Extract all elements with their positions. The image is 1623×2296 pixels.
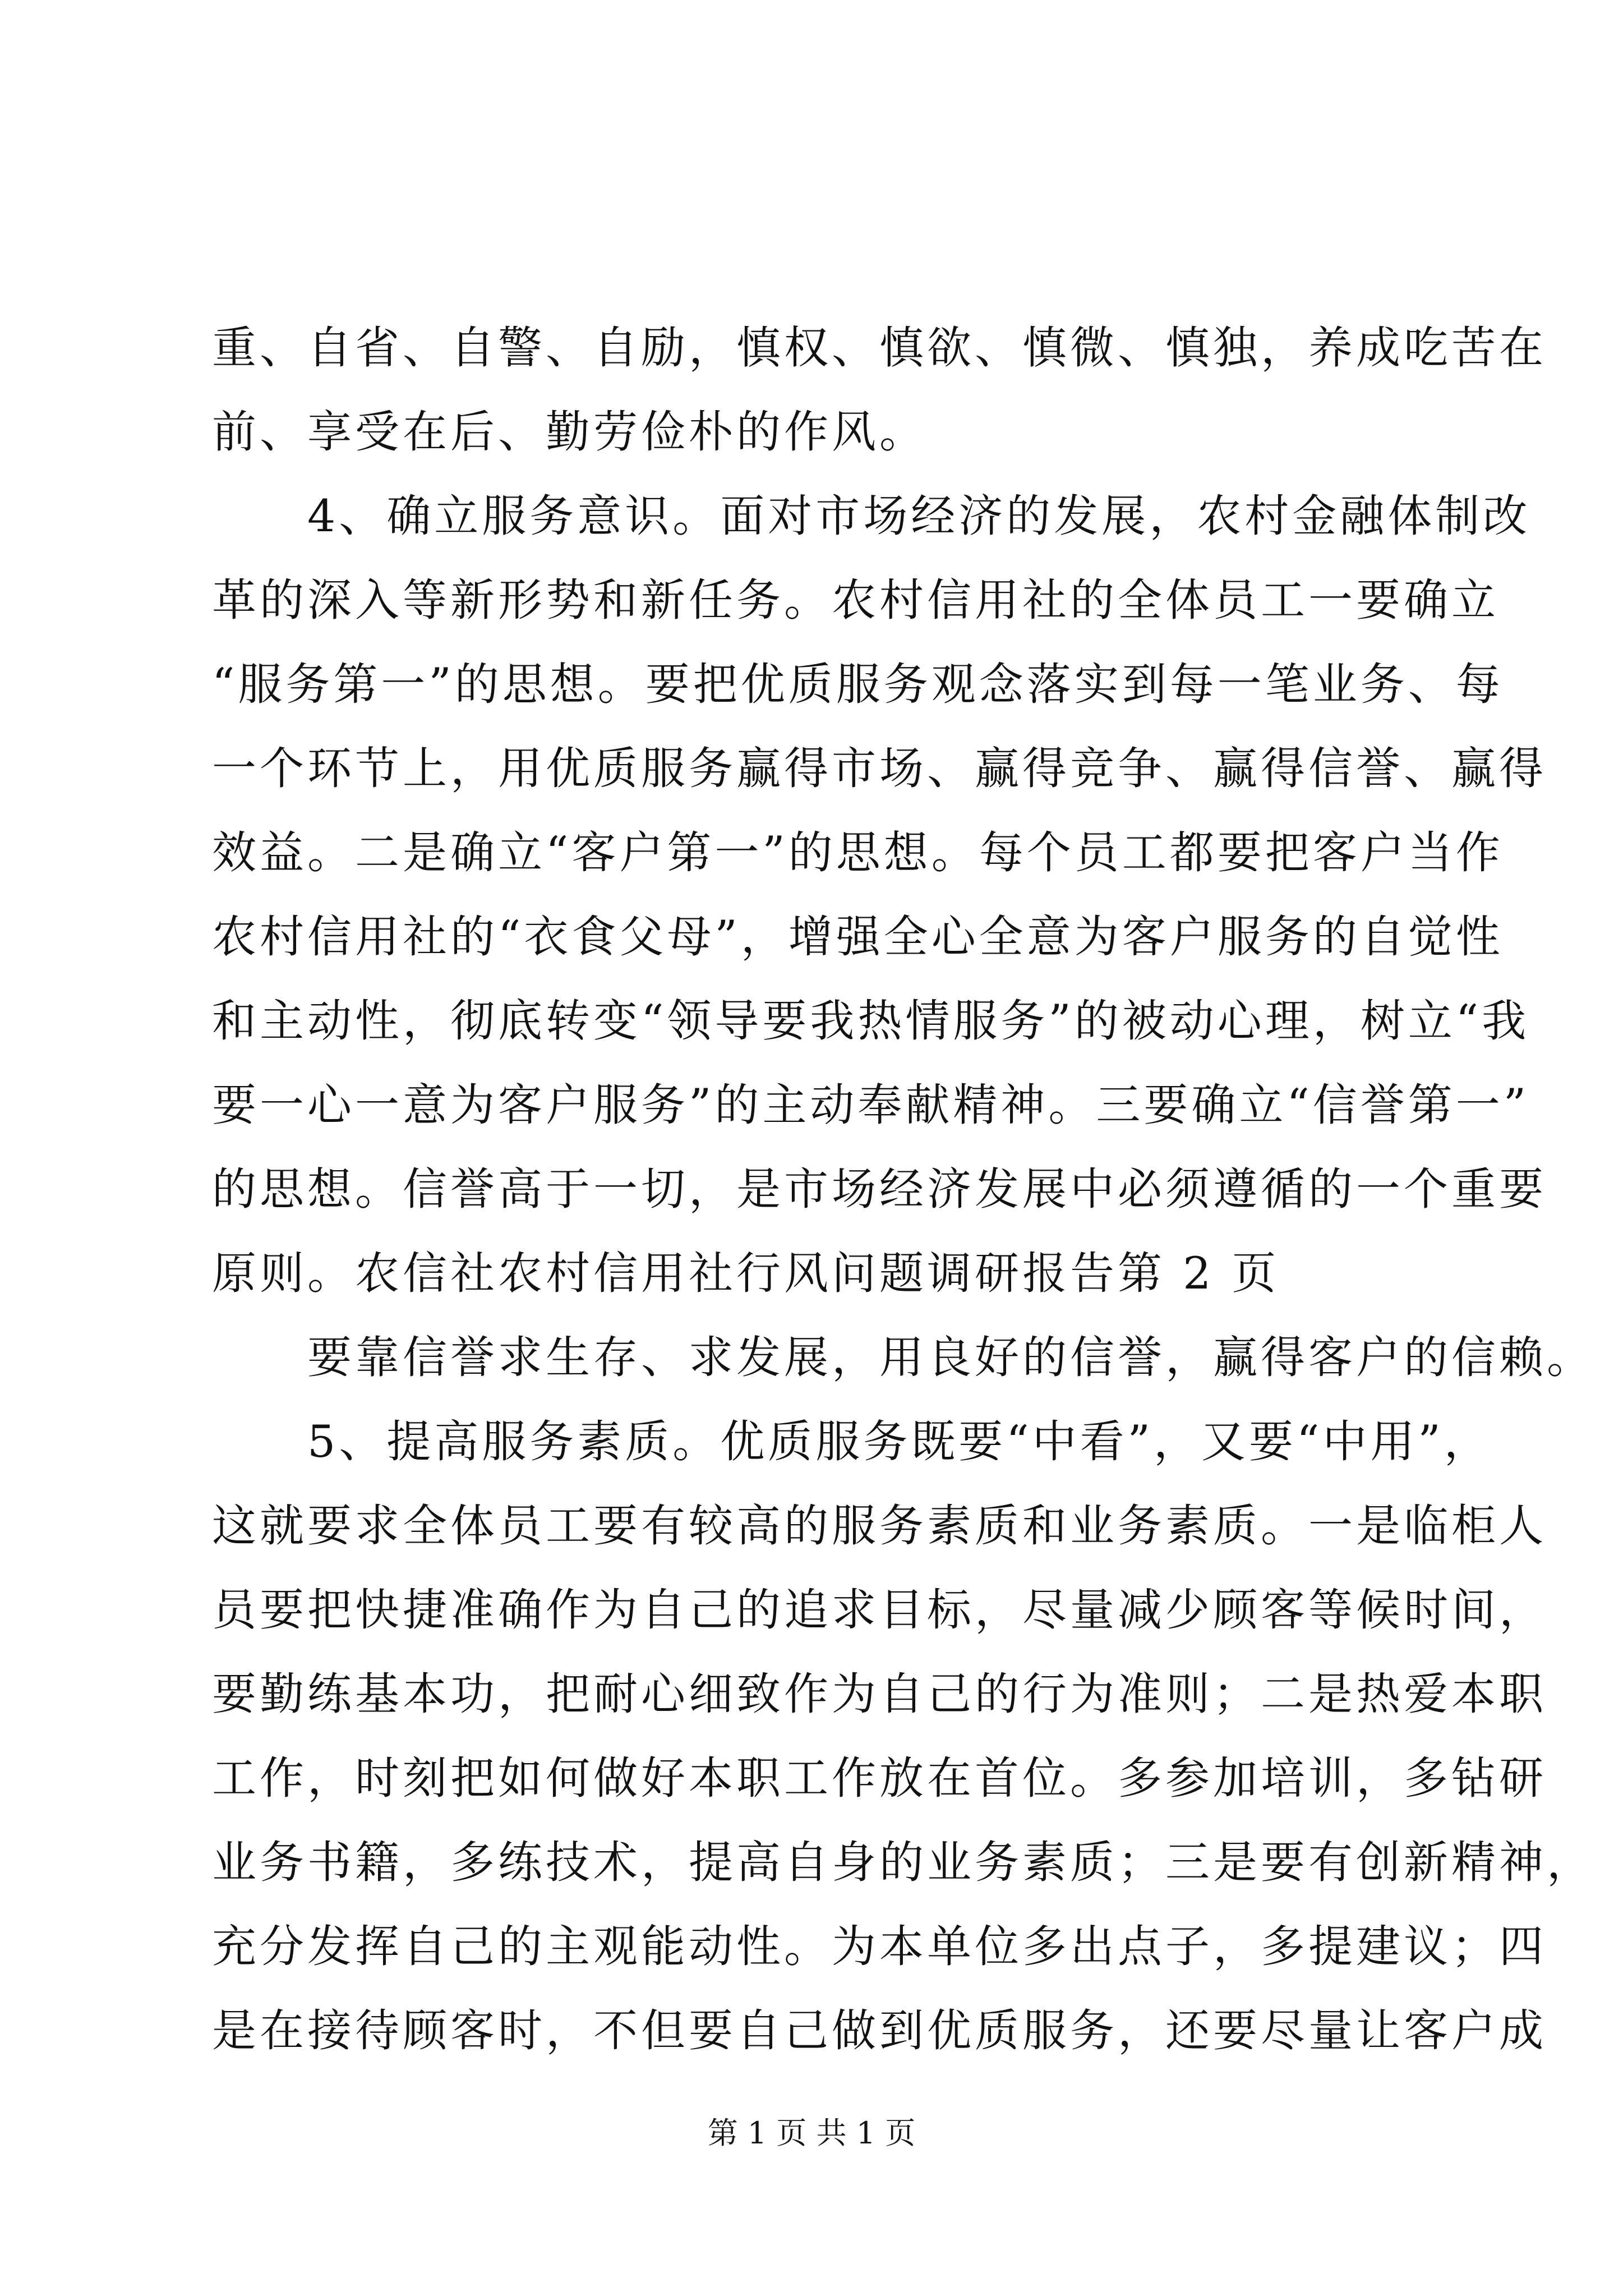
text-line: 重、自省、自警、自励，慎权、慎欲、慎微、慎独，养成吃苦在 <box>212 322 1547 374</box>
text-line: 员要把快捷准确作为自己的追求目标，尽量减少顾客等候时间， <box>212 1584 1547 1636</box>
text-line: 要一心一意为客户服务”的主动奉献精神。三要确立“信誉第一” <box>212 1079 1530 1131</box>
text-line: 前、享受在后、勤劳俭朴的作风。 <box>212 406 927 458</box>
text-line: 要靠信誉求生存、求发展，用良好的信誉，赢得客户的信赖。 <box>307 1332 1594 1383</box>
text-line: 充分发挥自己的主观能动性。为本单位多出点子，多提建议；四 <box>212 1921 1547 1972</box>
text-line: 原则。农信社农村信用社行风问题调研报告第 2 页 <box>212 1248 1280 1299</box>
text-line: 工作，时刻把如何做好本职工作放在首位。多参加培训，多钻研 <box>212 1752 1547 1804</box>
text-line: 这就要求全体员工要有较高的服务素质和业务素质。一是临柜人 <box>212 1500 1547 1552</box>
text-line: 要勤练基本功，把耐心细致作为自己的行为准则；二是热爱本职 <box>212 1668 1547 1720</box>
text-line: 4、确立服务意识。面对市场经济的发展，农村金融体制改 <box>307 490 1531 542</box>
text-line: “服务第一”的思想。要把优质服务观念落实到每一笔业务、每 <box>212 659 1504 710</box>
text-line: 革的深入等新形势和新任务。农村信用社的全体员工一要确立 <box>212 574 1499 626</box>
text-line: 是在接待顾客时，不但要自己做到优质服务，还要尽量让客户成 <box>212 2005 1547 2056</box>
text-line: 农村信用社的“衣食父母”，增强全心全意为客户服务的自觉性 <box>212 911 1504 963</box>
text-line: 业务书籍，多练技术，提高自身的业务素质；三是要有创新精神， <box>212 1837 1594 1888</box>
text-line: 5、提高服务素质。优质服务既要“中看”，又要“中用”， <box>307 1416 1492 1467</box>
text-line: 一个环节上，用优质服务赢得市场、赢得竞争、赢得信誉、赢得 <box>212 743 1547 794</box>
text-line: 效益。二是确立“客户第一”的思想。每个员工都要把客户当作 <box>212 827 1504 878</box>
text-line: 和主动性，彻底转变“领导要我热情服务”的被动心理，树立“我 <box>212 995 1530 1047</box>
body-text <box>212 306 1594 2073</box>
text-line: 的思想。信誉高于一切，是市场经济发展中必须遵循的一个重要 <box>212 1163 1547 1215</box>
page-number-footer: 第 1 页 共 1 页 <box>707 2115 916 2151</box>
